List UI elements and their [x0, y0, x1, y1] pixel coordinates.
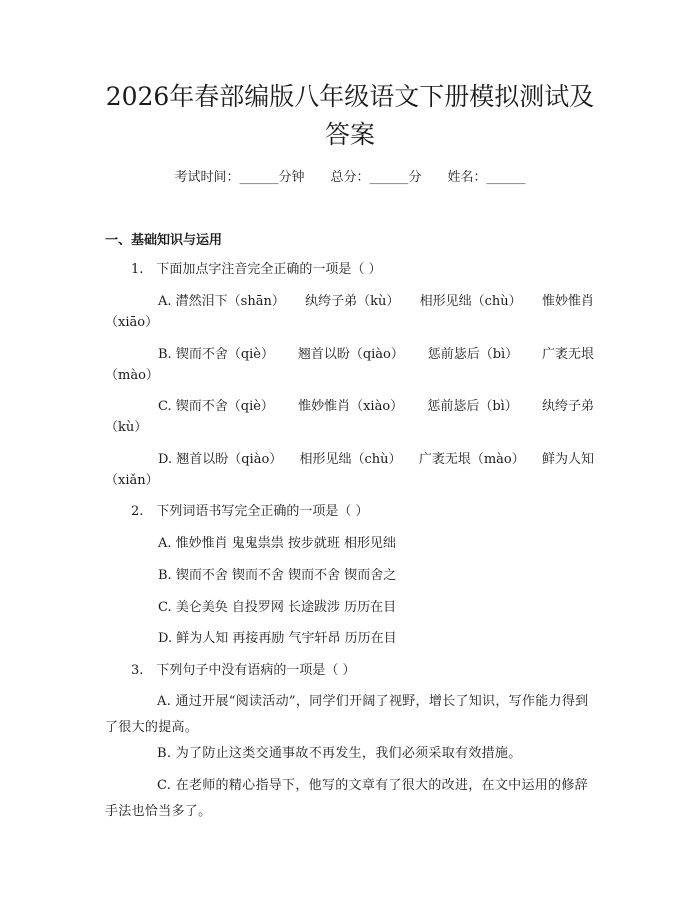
q1-option-b-continued: （mào）	[105, 368, 159, 383]
q1-d-item-1: D. 翘首以盼（qiào）	[158, 452, 283, 467]
title-line-2: 答案	[324, 120, 375, 149]
q1-d-item-4: 鲜为人知	[541, 452, 594, 467]
q1-option-d	[158, 449, 598, 470]
q1-c-item-4: 纨绔子弟	[541, 399, 594, 414]
q1-option-a-continued: （xiāo）	[105, 315, 159, 330]
q1-b-item-4: 广袤无垠	[541, 347, 594, 362]
exam-name: 姓名：______	[447, 170, 526, 185]
q1-a-item-1: A. 潸然泪下（shān）	[158, 294, 285, 309]
q1-b-item-1: B. 锲而不舍（qiè）	[158, 347, 274, 362]
q1-a-item-2: 纨绔子弟（kù）	[305, 294, 400, 309]
q1-d-item-3: 广袤无垠（mào）	[418, 452, 525, 467]
section-heading: 一、基础知识与运用	[105, 233, 223, 248]
question-2-stem: 2. 下列词语书写完全正确的一项是（ ）	[131, 504, 369, 519]
exam-score: 总分：______分	[330, 170, 422, 185]
q1-option-c	[158, 396, 598, 417]
q1-d-item-2: 相形见绌（chù）	[299, 452, 402, 467]
q1-b-item-2: 翘首以盼（qiào）	[297, 347, 404, 362]
document-title	[60, 78, 640, 154]
q2-option-b: B. 锲而不舍 锲而不舍 锲而不舍 锲而舍之	[158, 568, 397, 583]
q2-option-a: A. 惟妙惟肖 鬼鬼祟祟 按步就班 相形见绌	[158, 536, 397, 551]
title-line-1: 2026年春部编版八年级语文下册模拟测试及	[105, 82, 595, 111]
q3-option-a: A. 通过开展“阅读活动”，同学们开阔了视野，增长了知识，写作能力得到了很大的提高。	[105, 694, 589, 735]
q1-c-item-1: C. 锲而不舍（qiè）	[158, 399, 274, 414]
q1-option-a	[158, 291, 598, 312]
q1-a-item-4: 惟妙惟肖	[541, 294, 594, 309]
q2-option-c: C. 美仑美奂 自投罗网 长途跋涉 历历在目	[158, 600, 397, 615]
question-3-stem: 3. 下列句子中没有语病的一项是（ ）	[131, 663, 356, 678]
q2-option-d: D. 鲜为人知 再接再励 气宇轩昂 历历在目	[158, 631, 397, 646]
q1-c-item-3: 惩前毖后（bì）	[427, 399, 518, 414]
exam-meta	[0, 168, 700, 188]
question-1-stem: 1. 下面加点字注音完全正确的一项是（ ）	[131, 262, 382, 277]
q3-option-b: B. 为了防止这类交通事故不再发生，我们必须采取有效措施。	[157, 746, 522, 761]
q1-c-item-2: 惟妙惟肖（xiào）	[298, 399, 404, 414]
q1-a-item-3: 相形见绌（chù）	[419, 294, 522, 309]
q1-b-item-3: 惩前毖后（bì）	[427, 347, 519, 362]
q1-option-c-continued: （kù）	[105, 420, 148, 435]
q1-option-d-continued: （xiǎn）	[105, 473, 159, 488]
q1-option-b	[158, 344, 598, 365]
q3-option-c: C. 在老师的精心指导下，他写的文章有了很大的改进，在文中运用的修辞手法也恰当多了。	[105, 778, 588, 819]
exam-time: 考试时间：______分钟	[174, 170, 305, 185]
